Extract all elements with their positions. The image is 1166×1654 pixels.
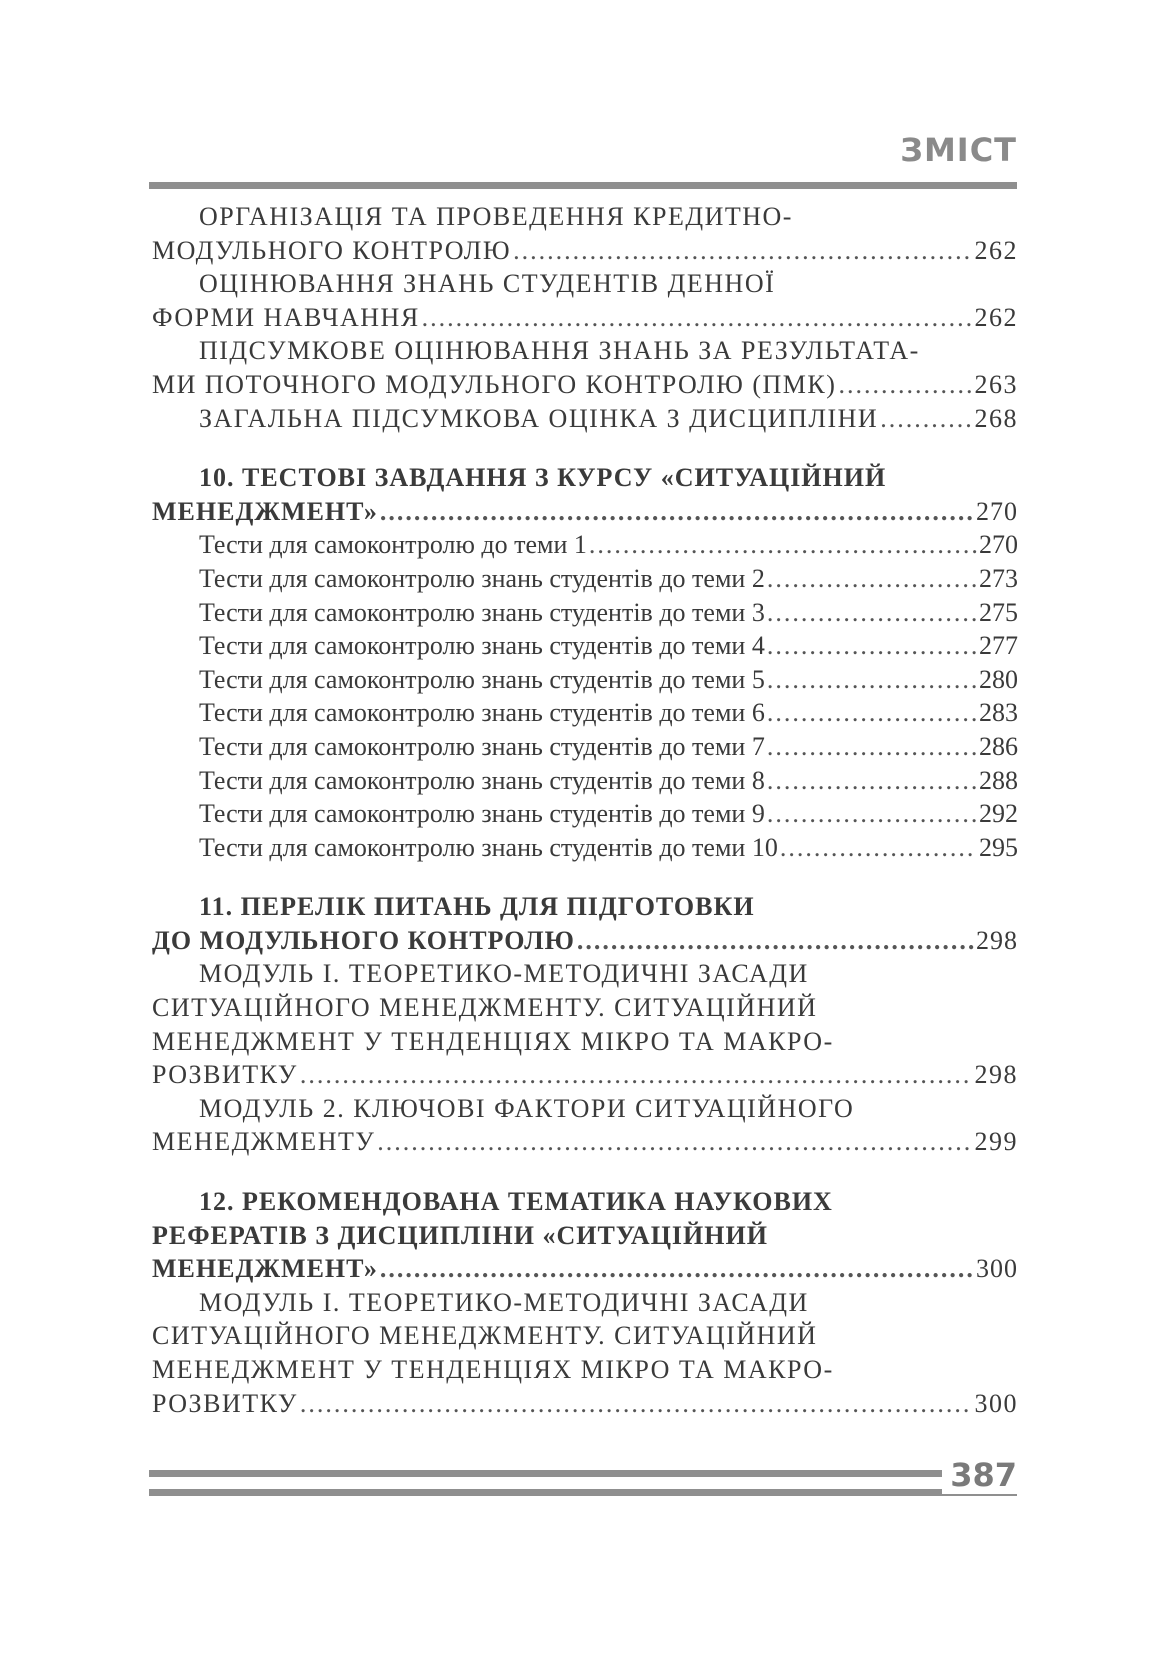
leader-dots (377, 1125, 972, 1159)
toc-entry-text: Тести для самоконтролю знань студентів до теми 9 (199, 799, 765, 829)
toc-entry-text: Тести для самоконтролю знань студентів до теми 6 (199, 698, 765, 728)
toc-line (152, 234, 1018, 268)
toc-entry-text: СИТУАЦІЙНОГО МЕНЕДЖМЕНТУ. СИТУАЦІЙНИЙ (152, 993, 818, 1023)
toc-section-heading (152, 924, 1018, 958)
toc-line (152, 562, 1018, 596)
table-of-contents (152, 200, 1018, 1420)
leader-dots (767, 596, 977, 630)
toc-page-number: 298 (974, 1060, 1018, 1090)
toc-section-heading (152, 890, 1018, 924)
toc-entry-text: Тести для самоконтролю знань студентів до теми 5 (199, 664, 765, 694)
leader-dots (513, 234, 972, 268)
toc-entry-text: Тести для самоконтролю знань студентів до теми 4 (199, 631, 765, 661)
toc-page-number: 286 (979, 731, 1018, 761)
toc-page-number: 263 (974, 369, 1018, 399)
toc-line (152, 301, 1018, 335)
header-rule (149, 182, 1017, 189)
leader-dots (577, 924, 974, 958)
toc-line (152, 200, 1018, 234)
toc-entry-text: ЗАГАЛЬНА ПІДСУМКОВА ОЦІНКА З ДИСЦИПЛІНИ (199, 403, 879, 433)
toc-line (152, 1387, 1018, 1421)
toc-entry-text: ОЦІНЮВАННЯ ЗНАНЬ СТУДЕНТІВ ДЕННОЇ (199, 269, 776, 299)
toc-entry-text: ФОРМИ НАВЧАННЯ (152, 302, 420, 332)
leader-dots (300, 1058, 973, 1092)
footer-rule-lower (149, 1489, 1017, 1496)
toc-page-number: 270 (976, 496, 1018, 526)
leader-dots (767, 629, 977, 663)
toc-section-heading (152, 1219, 1018, 1253)
toc-line (152, 991, 1018, 1025)
running-header-title: ЗМІСТ (900, 131, 1017, 169)
toc-entry-text: МОДУЛЬ І. ТЕОРЕТИКО-МЕТОДИЧНІ ЗАСАДИ (199, 959, 809, 989)
toc-line (152, 957, 1018, 991)
leader-dots (589, 528, 977, 562)
toc-page-number: 300 (976, 1254, 1018, 1284)
toc-entry-text: МОДУЛЬ 2. КЛЮЧОВІ ФАКТОРИ СИТУАЦІЙНОГО (199, 1093, 855, 1123)
toc-line (152, 696, 1018, 730)
toc-page-number: 299 (974, 1127, 1018, 1157)
leader-dots (767, 696, 977, 730)
toc-page-number: 292 (979, 799, 1018, 829)
toc-line (152, 663, 1018, 697)
leader-dots (300, 1387, 973, 1421)
toc-line (152, 764, 1018, 798)
leader-dots (767, 562, 977, 596)
toc-page-number: 262 (974, 302, 1018, 332)
toc-entry-text: МОДУЛЬ І. ТЕОРЕТИКО-МЕТОДИЧНІ ЗАСАДИ (199, 1287, 809, 1317)
toc-entry-text: РЕФЕРАТІВ З ДИСЦИПЛІНИ «СИТУАЦІЙНИЙ (152, 1220, 768, 1250)
toc-line (152, 402, 1018, 436)
leader-dots (767, 797, 977, 831)
toc-entry-text: РОЗВИТКУ (152, 1388, 298, 1418)
leader-dots (767, 663, 977, 697)
toc-section-heading (152, 1185, 1018, 1219)
toc-line (152, 1025, 1018, 1059)
toc-line (152, 629, 1018, 663)
toc-line (152, 368, 1018, 402)
toc-page-number: 295 (979, 832, 1018, 862)
toc-entry-text: ПІДСУМКОВЕ ОЦІНЮВАННЯ ЗНАНЬ ЗА РЕЗУЛЬТАТА- (199, 336, 920, 366)
toc-page-number: 300 (974, 1388, 1018, 1418)
toc-entry-text: МЕНЕДЖМЕНТ У ТЕНДЕНЦІЯХ МІКРО ТА МАКРО- (152, 1355, 834, 1384)
leader-dots (880, 402, 972, 436)
toc-line (152, 1092, 1018, 1126)
page-number: 387 (942, 1456, 1017, 1494)
toc-entry-text: 11. ПЕРЕЛІК ПИТАНЬ ДЛЯ ПІДГОТОВКИ (199, 892, 755, 922)
toc-page-number: 270 (979, 530, 1018, 560)
toc-section-heading (152, 461, 1018, 495)
leader-dots (767, 730, 977, 764)
toc-page-number: 277 (979, 631, 1018, 661)
toc-line (152, 1319, 1018, 1353)
footer-rule-upper (149, 1470, 949, 1477)
toc-section-heading (152, 495, 1018, 529)
toc-page-number: 268 (974, 403, 1018, 433)
toc-line (152, 1058, 1018, 1092)
toc-entry-text: ОРГАНІЗАЦІЯ ТА ПРОВЕДЕННЯ КРЕДИТНО- (199, 202, 793, 231)
toc-line (152, 1286, 1018, 1320)
toc-entry-text: Тести для самоконтролю знань студентів до теми 7 (199, 731, 765, 761)
toc-entry-text: МЕНЕДЖМЕНТ» (152, 496, 378, 526)
toc-entry-text: 12. РЕКОМЕНДОВАНА ТЕМАТИКА НАУКОВИХ (199, 1187, 833, 1217)
toc-page-number: 298 (976, 925, 1018, 955)
toc-entry-text: СИТУАЦІЙНОГО МЕНЕДЖМЕНТУ. СИТУАЦІЙНИЙ (152, 1321, 818, 1351)
toc-entry-text: ДО МОДУЛЬНОГО КОНТРОЛЮ (152, 925, 575, 955)
toc-line (152, 267, 1018, 301)
toc-line (152, 528, 1018, 562)
toc-entry-text: Тести для самоконтролю до теми 1 (199, 530, 587, 560)
toc-page-number: 275 (979, 597, 1018, 627)
toc-entry-text: Тести для самоконтролю знань студентів до теми 8 (199, 765, 765, 795)
toc-entry-text: 10. ТЕСТОВІ ЗАВДАННЯ З КУРСУ «СИТУАЦІЙНИЙ (199, 463, 887, 493)
leader-dots (380, 495, 974, 529)
toc-line (152, 1125, 1018, 1159)
toc-entry-text: МЕНЕДЖМЕНТУ (152, 1127, 376, 1157)
toc-entry-text: Тести для самоконтролю знань студентів до теми 3 (199, 597, 765, 627)
leader-dots (767, 764, 977, 798)
leader-dots (838, 368, 972, 402)
toc-page-number: 273 (979, 563, 1018, 593)
toc-line (152, 596, 1018, 630)
leader-dots (422, 301, 973, 335)
toc-line (152, 730, 1018, 764)
toc-page-number: 262 (974, 235, 1018, 265)
toc-line (152, 831, 1018, 865)
toc-page-number: 280 (979, 664, 1018, 694)
toc-section-heading (152, 1252, 1018, 1286)
toc-line (152, 1353, 1018, 1387)
toc-entry-text: МОДУЛЬНОГО КОНТРОЛЮ (152, 235, 512, 265)
toc-entry-text: Тести для самоконтролю знань студентів до теми 10 (199, 832, 778, 862)
toc-line (152, 334, 1018, 368)
toc-entry-text: МЕНЕДЖМЕНТ У ТЕНДЕНЦІЯХ МІКРО ТА МАКРО- (152, 1026, 834, 1056)
toc-line (152, 797, 1018, 831)
toc-entry-text: МИ ПОТОЧНОГО МОДУЛЬНОГО КОНТРОЛЮ (ПМК) (152, 369, 837, 399)
toc-entry-text: МЕНЕДЖМЕНТ» (152, 1254, 378, 1284)
toc-entry-text: Тести для самоконтролю знань студентів до теми 2 (199, 563, 765, 593)
toc-page-number: 283 (979, 698, 1018, 728)
leader-dots (780, 831, 977, 865)
leader-dots (380, 1252, 974, 1286)
toc-page-number: 288 (979, 765, 1018, 795)
toc-entry-text: РОЗВИТКУ (152, 1060, 298, 1090)
